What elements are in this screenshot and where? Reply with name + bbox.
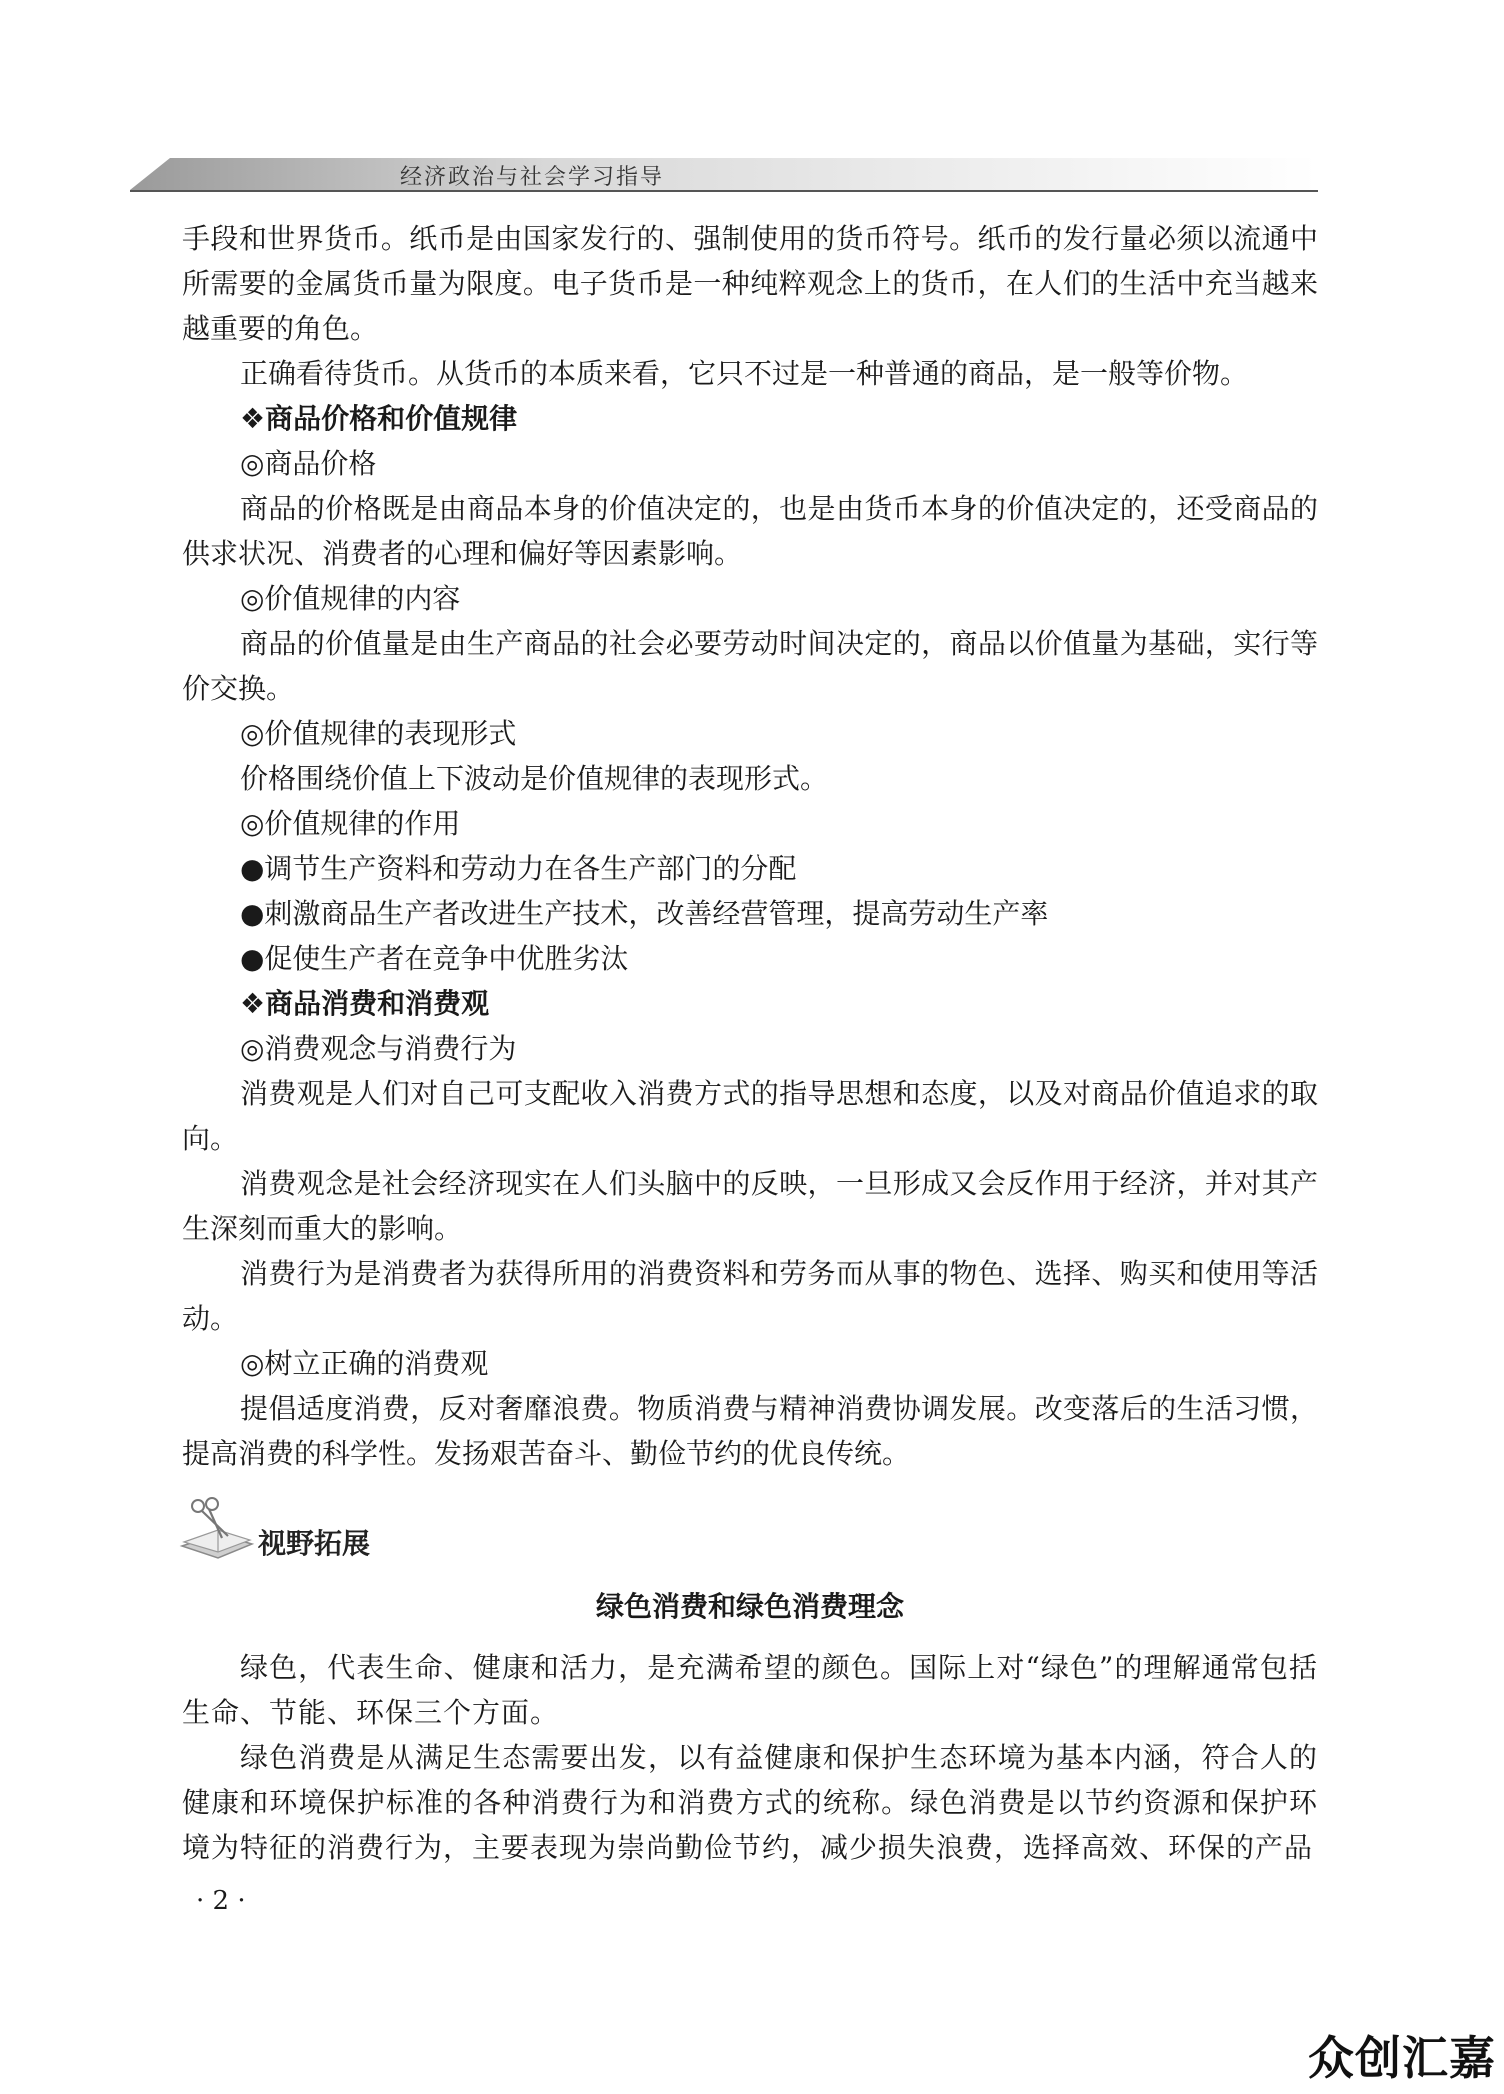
header-band (130, 156, 1318, 192)
heading-price-and-value-law: ❖商品价格和价值规律 (240, 402, 518, 435)
paragraph-green-consumption: 绿色消费是从满足生态需要出发，以有益健康和保护生态环境为基本内涵，符合人的健康和环境保护标准的各种消费行为和消费方式的统称。绿色消费是以节约资源和保护环境为特征的消费行为，主要表现为崇尚勤俭节约，减少损失浪费，选择高效、环保的产品 (182, 1741, 1318, 1864)
subheading-law-effect: ◎价值规律的作用 (240, 807, 461, 840)
running-header-title: 经济政治与社会学习指导 (400, 165, 665, 190)
paragraph-consumption-view: 消费观是人们对自己可支配收入消费方式的指导思想和态度，以及对商品价值追求的取向。 (182, 1077, 1318, 1155)
paragraph-price: 商品的价格既是由商品本身的价值决定的，也是由货币本身的价值决定的，还受商品的供求状况、消费者的心理和偏好等因素影响。 (182, 492, 1318, 570)
watermark-logo: 众创汇嘉 (1308, 2031, 1496, 2085)
header-band-shape (130, 156, 1318, 192)
list-item: ●调节生产资料和劳动力在各生产部门的分配 (240, 852, 797, 885)
book-scissors-icon (178, 1496, 256, 1562)
list-item: ●刺激商品生产者改进生产技术，改善经营管理，提高劳动生产率 (240, 897, 1049, 930)
subheading-right-consumption: ◎树立正确的消费观 (240, 1347, 489, 1380)
section-banner-label: 视野拓展 (258, 1527, 371, 1560)
paragraph-law-form: 价格围绕价值上下波动是价值规律的表现形式。 (240, 762, 829, 795)
subheading-consumption-concept: ◎消费观念与消费行为 (240, 1032, 517, 1065)
paragraph-consumption-behavior: 消费行为是消费者为获得所用的消费资料和劳务而从事的物色、选择、购买和使用等活动。 (182, 1257, 1318, 1335)
paragraph-green-meaning: 绿色，代表生命、健康和活力，是充满希望的颜色。国际上对“绿色”的理解通常包括生命、节能、环保三个方面。 (182, 1651, 1318, 1729)
paragraph-paper-money: 手段和世界货币。纸币是由国家发行的、强制使用的货币符号。纸币的发行量必须以流通中所需要的金属货币量为限度。电子货币是一种纯粹观念上的货币，在人们的生活中充当越来越重要的角色。 (182, 222, 1318, 345)
paragraph-right-consumption: 提倡适度消费，反对奢靡浪费。物质消费与精神消费协调发展。改变落后的生活习惯，提高消费的科学性。发扬艰苦奋斗、勤俭节约的优良传统。 (182, 1392, 1318, 1470)
section-banner (182, 1488, 1318, 1574)
list-item: ●促使生产者在竞争中优胜劣汰 (240, 942, 629, 975)
article-title: 绿色消费和绿色消费理念 (595, 1590, 904, 1623)
page-content (182, 216, 1318, 1870)
paragraph-view-money: 正确看待货币。从货币的本质来看，它只不过是一种普通的商品，是一般等价物。 (240, 357, 1249, 390)
paragraph-law-content: 商品的价值量是由生产商品的社会必要劳动时间决定的，商品以价值量为基础，实行等价交换。 (182, 627, 1318, 705)
subheading-law-form: ◎价值规律的表现形式 (240, 717, 517, 750)
paragraph-consumption-concept: 消费观念是社会经济现实在人们头脑中的反映，一旦形成又会反作用于经济，并对其产生深刻而重大的影响。 (182, 1167, 1318, 1245)
heading-consumption: ❖商品消费和消费观 (240, 987, 490, 1020)
subheading-law-content: ◎价值规律的内容 (240, 582, 461, 615)
subheading-price: ◎商品价格 (240, 447, 377, 480)
page-number: · 2 · (196, 1886, 246, 1916)
